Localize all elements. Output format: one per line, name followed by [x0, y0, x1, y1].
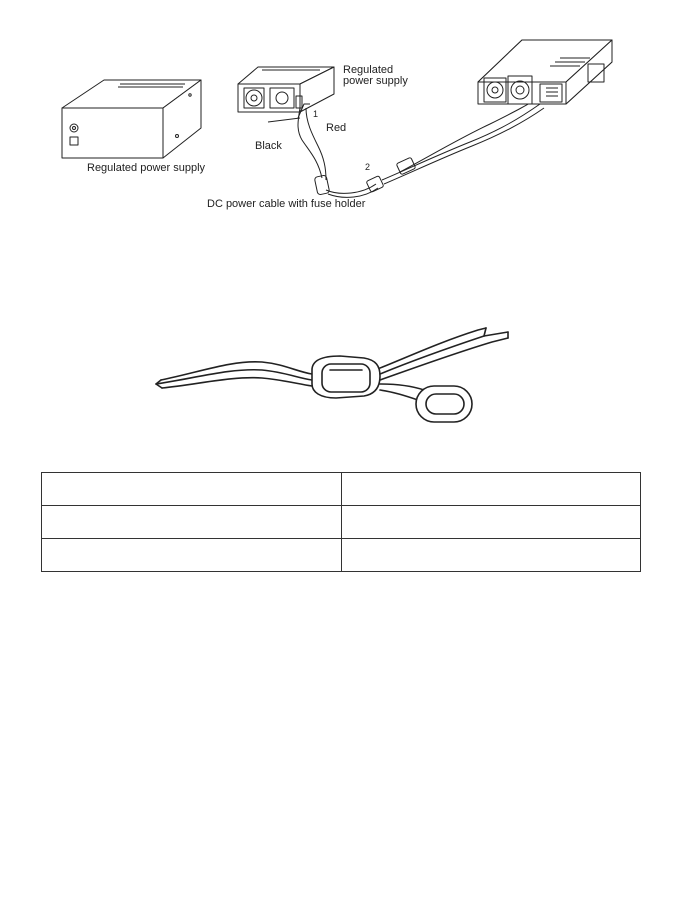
- table-cell: [341, 539, 641, 572]
- table-row: [42, 473, 641, 506]
- label-red: Red: [326, 122, 347, 134]
- label-regulated-power-supply-right-line1: Regulated: [343, 64, 394, 76]
- label-dc-power-cable: DC power cable with fuse holder: [207, 198, 366, 210]
- spec-table: [41, 472, 641, 572]
- label-regulated-power-supply-right-line2: power supply: [343, 75, 408, 87]
- table-cell: [341, 473, 641, 506]
- table-cell: [42, 539, 342, 572]
- label-regulated-power-supply-left: Regulated power supply: [87, 162, 206, 174]
- label-step-1: 1: [313, 109, 319, 119]
- table-cell: [42, 506, 342, 539]
- label-black: Black: [255, 140, 282, 152]
- label-step-2: 2: [365, 162, 371, 172]
- table-row: [42, 506, 641, 539]
- table-cell: [341, 506, 641, 539]
- table-row: [42, 539, 641, 572]
- table-cell: [42, 473, 342, 506]
